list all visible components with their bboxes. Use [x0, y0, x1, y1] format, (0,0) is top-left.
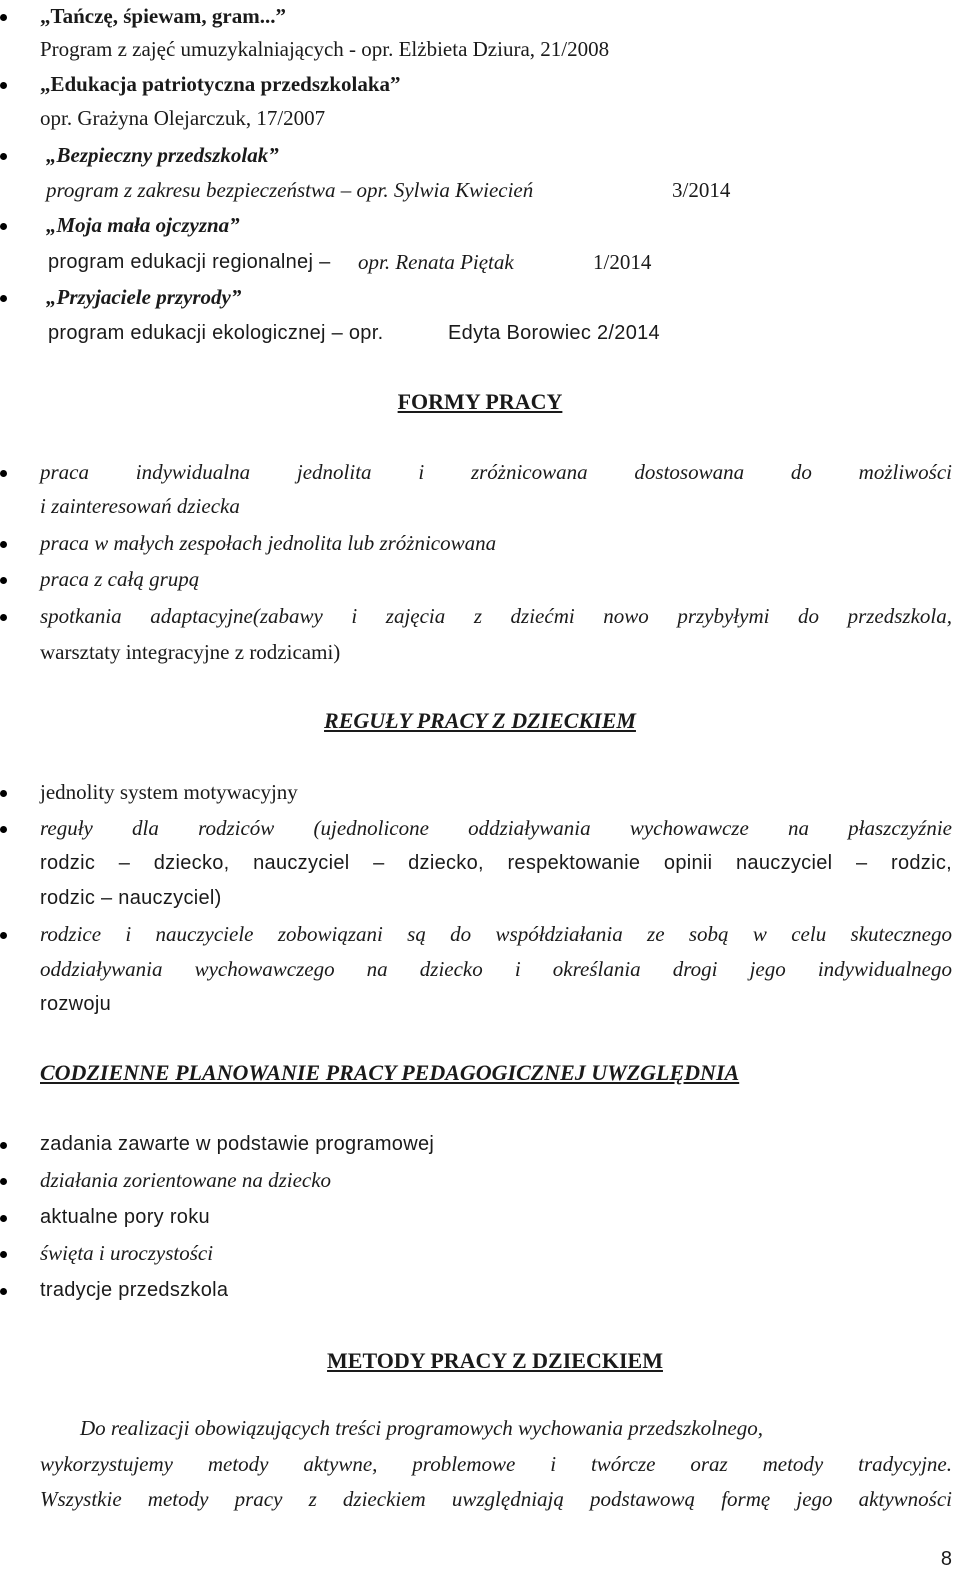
heading-text: METODY PRACY Z DZIECKIEM [327, 1348, 663, 1373]
list-item-text: oddziaływania wychowawczego na dziecko i określania drogi jego indywidualnego [40, 957, 952, 981]
list-item-text: rodzic – nauczyciel) [40, 887, 222, 909]
list-item-text: tradycje przedszkola [40, 1279, 229, 1301]
section-heading-formy [0, 389, 960, 415]
list-item-text: i zainteresowań dziecka [40, 494, 240, 518]
list-item-text: praca w małych zespołach jednolita lub zróżnicowana [40, 531, 497, 555]
program-title: „Bezpieczny przedszkolak” [46, 143, 279, 167]
bullet-icon [0, 1288, 7, 1295]
section-heading-metody [0, 1348, 960, 1374]
program-desc: Program z zajęć umuzykalniających - opr. Elżbieta Dziura, 21/2008 [40, 37, 610, 61]
paragraph-text: Do realizacji obowiązujących treści programowych wychowania przedszkolnego, [80, 1416, 764, 1440]
heading-text: FORMY PRACY [397, 389, 563, 414]
section-heading-planowanie [40, 1060, 739, 1086]
program-desc: program edukacji regionalnej – [48, 251, 331, 273]
program-author: Edyta Borowiec 2/2014 [448, 322, 660, 344]
bullet-icon [0, 790, 7, 797]
list-item-text: praca z całą grupą [40, 567, 200, 591]
list-item-text: działania zorientowane na dziecko [40, 1168, 332, 1192]
paragraph-text: Wszystkie metody pracy z dzieckiem uwzględniają podstawową formę jego aktywności [40, 1487, 952, 1511]
list-item-text: reguły dla rodziców (ujednolicone oddziaływania wychowawcze na płaszczyźnie [40, 816, 952, 840]
list-item-text: jednolity system motywacyjny [40, 780, 298, 804]
bullet-icon [0, 82, 7, 89]
list-item-text: święta i uroczystości [40, 1241, 214, 1265]
list-item-text: aktualne pory roku [40, 1206, 210, 1228]
bullet-icon [0, 1178, 7, 1185]
list-item-text: rozwoju [40, 993, 112, 1015]
bullet-icon [0, 470, 7, 477]
heading-text: CODZIENNE PLANOWANIE PRACY PEDAGOGICZNEJ UWZGLĘDNIA [40, 1060, 740, 1085]
bullet-icon [0, 826, 7, 833]
program-desc: program z zakresu bezpieczeństwa – opr. Sylwia Kwiecień [46, 178, 534, 202]
list-item-text: spotkania adaptacyjne(zabawy i zajęcia z dziećmi nowo przybyłymi do przedszkola, [40, 604, 952, 628]
program-title: „Moja mała ojczyzna” [46, 213, 240, 237]
program-author: opr. Renata Piętak [358, 250, 514, 274]
list-item-text: rodzice i nauczyciele zobowiązani są do współdziałania ze sobą w celu skutecznego [40, 922, 952, 946]
bullet-icon [0, 1142, 7, 1149]
program-title: „Tańczę, śpiewam, gram...” [40, 4, 286, 28]
list-item-text: praca indywidualna jednolita i zróżnicowana dostosowana do możliwości [40, 460, 952, 484]
list-item-text: warsztaty integracyjne z rodzicami) [40, 640, 341, 664]
bullet-icon [0, 295, 7, 302]
bullet-icon [0, 932, 7, 939]
page-number: 8 [940, 1548, 952, 1570]
bullet-icon [0, 614, 7, 621]
program-desc: opr. Grażyna Olejarczuk, 17/2007 [40, 106, 326, 130]
list-item-text: zadania zawarte w podstawie programowej [40, 1133, 435, 1155]
bullet-icon [0, 223, 7, 230]
program-desc: program edukacji ekologicznej – opr. [48, 322, 384, 344]
paragraph-text: wykorzystujemy metody aktywne, problemowe i twórcze oraz metody tradycyjne. [40, 1452, 952, 1476]
bullet-icon [0, 1251, 7, 1258]
bullet-icon [0, 153, 7, 160]
bullet-icon [0, 14, 7, 21]
heading-text: REGUŁY PRACY Z DZIECKIEM [324, 708, 636, 733]
list-item-text: rodzic – dziecko, nauczyciel – dziecko, respektowanie opinii nauczyciel – rodzic, [40, 852, 952, 874]
bullet-icon [0, 1215, 7, 1222]
program-title: „Edukacja patriotyczna przedszkolaka” [40, 72, 401, 96]
program-number: 1/2014 [593, 250, 652, 274]
program-number: 3/2014 [672, 178, 731, 202]
bullet-icon [0, 541, 7, 548]
section-heading-reguly [0, 708, 960, 734]
bullet-icon [0, 577, 7, 584]
program-title: „Przyjaciele przyrody” [46, 285, 242, 309]
